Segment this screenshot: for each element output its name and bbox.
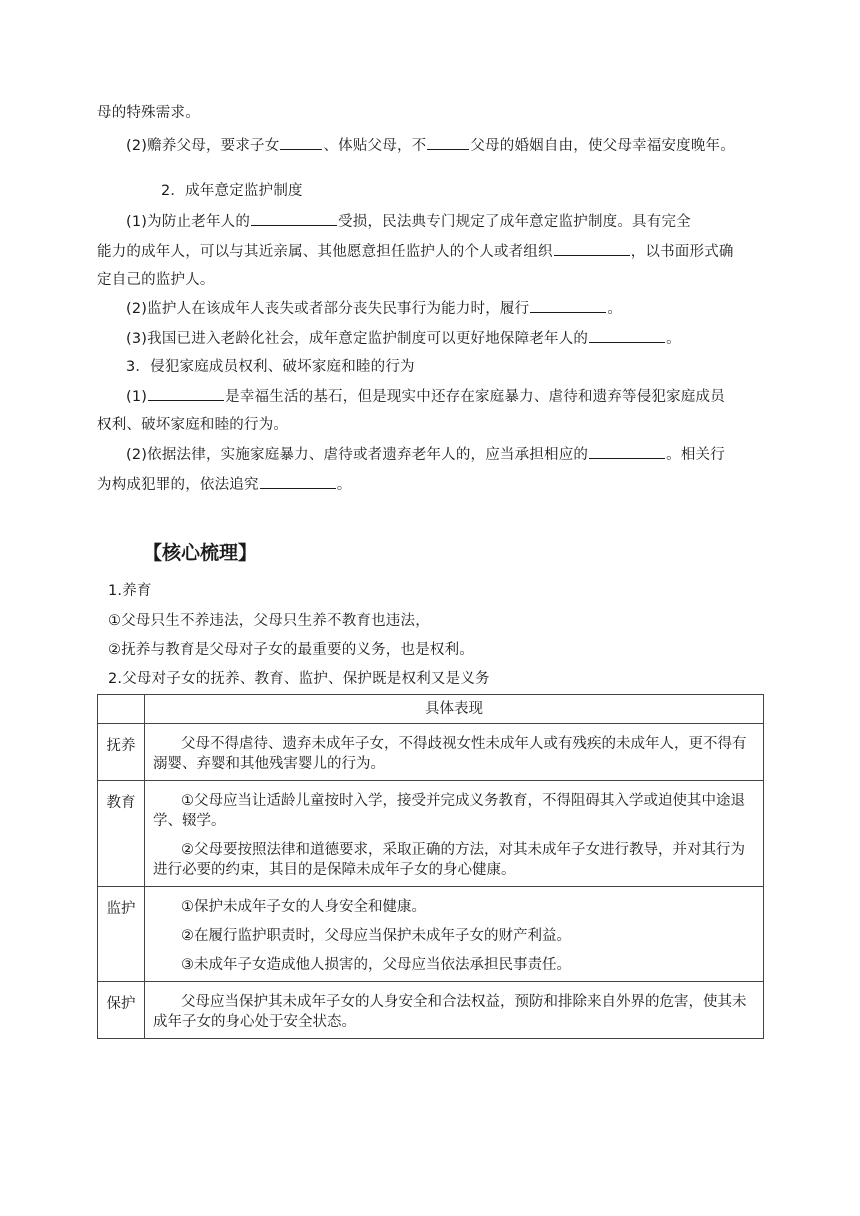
fill-blank[interactable] bbox=[589, 328, 665, 343]
row-content bbox=[145, 724, 764, 781]
table-row bbox=[98, 781, 764, 887]
paragraph-line: (2)监护人在该成年人丧失或者部分丧失民事行为能力时，履行 。 bbox=[126, 298, 622, 319]
row-paragraph: ③未成年子女造成他人损害的，父母应当依法承担民事责任。 bbox=[181, 957, 571, 973]
fill-blank[interactable] bbox=[554, 241, 630, 256]
fill-blank[interactable] bbox=[251, 211, 337, 226]
paragraph-line: 为构成犯罪的，依法追究 。 bbox=[97, 474, 351, 495]
row-content bbox=[145, 982, 764, 1039]
paragraph-line: (2)依据法律，实施家庭暴力、虐待或者遗弃老年人的，应当承担相应的 。相关行 bbox=[126, 444, 725, 465]
row-label: 监护 bbox=[98, 887, 145, 982]
paragraph-line: (1)为防止老年人的 受损，民法典专门规定了成年意定监护制度。具有完全 bbox=[126, 211, 691, 232]
paragraph-line: 母的特殊需求。 bbox=[97, 105, 200, 121]
table-header-cell: 具体表现 bbox=[145, 695, 764, 724]
subheading: 3．侵犯家庭成员权利、破坏家庭和睦的行为 bbox=[126, 359, 415, 375]
table-header-empty bbox=[98, 695, 145, 724]
paragraph-line: (3)我国已进入老龄化社会，成年意定监护制度可以更好地保障老年人的 。 bbox=[126, 328, 681, 349]
row-paragraph: ①父母应当让适龄儿童按时入学，接受并完成义务教育，不得阻碍其入学或迫使其中途退学、辍学。 bbox=[153, 793, 745, 829]
row-paragraph: 父母应当保护其未成年子女的人身安全和合法权益，预防和排除来自外界的危害，使其未成年子女的身心处于安全状态。 bbox=[153, 994, 747, 1030]
paragraph-line: 1.养育 bbox=[108, 583, 152, 599]
paragraph-line: 能力的成年人，可以与其近亲属、其他愿意担任监护人的个人或者组织 ，以书面形式确 bbox=[97, 241, 734, 262]
table-row bbox=[98, 724, 764, 781]
paragraph-line: ②抚养与教育是父母对子女的最重要的义务，也是权利。 bbox=[108, 642, 474, 658]
row-label: 教育 bbox=[98, 781, 145, 887]
fill-blank[interactable] bbox=[530, 298, 606, 313]
row-paragraph: ②在履行监护职责时，父母应当保护未成年子女的财产利益。 bbox=[181, 928, 571, 944]
paragraph-line: ①父母只生不养违法，父母只生养不教育也违法， bbox=[108, 613, 430, 629]
paragraph-line: 权利、破坏家庭和睦的行为。 bbox=[97, 417, 289, 433]
fill-blank[interactable] bbox=[260, 474, 336, 489]
table-row bbox=[98, 982, 764, 1039]
subheading: 2．成年意定监护制度 bbox=[161, 183, 303, 199]
row-label: 保护 bbox=[98, 982, 145, 1039]
fill-blank[interactable] bbox=[427, 135, 469, 150]
duties-table bbox=[97, 694, 764, 1039]
row-paragraph: 父母不得虐待、遗弃未成年子女，不得歧视女性未成年人或有残疾的未成年人，更不得有溺婴、弃婴和其他残害婴儿的行为。 bbox=[153, 736, 747, 772]
fill-blank[interactable] bbox=[280, 135, 322, 150]
paragraph-line: (2)赡养父母，要求子女 、体贴父母，不 父母的婚姻自由，使父母幸福安度晚年。 bbox=[126, 135, 735, 156]
paragraph-line: 定自己的监护人。 bbox=[97, 272, 215, 288]
fill-blank[interactable] bbox=[589, 444, 665, 459]
row-paragraph: ①保护未成年子女的人身安全和健康。 bbox=[181, 899, 426, 915]
paragraph-line: (1) 是幸福生活的基石，但是现实中还存在家庭暴力、虐待和遗弃等侵犯家庭成员 bbox=[126, 386, 725, 407]
paragraph-line: 2.父母对子女的抚养、教育、监护、保护既是权利又是义务 bbox=[108, 671, 490, 687]
row-label: 抚养 bbox=[98, 724, 145, 781]
fill-blank[interactable] bbox=[148, 386, 224, 401]
table-header-row bbox=[98, 695, 764, 724]
table-row bbox=[98, 887, 764, 982]
row-content bbox=[145, 887, 764, 982]
row-paragraph: ②父母要按照法律和道德要求，采取正确的方法，对其未成年子女进行教导，并对其行为进行必要的约束，其目的是保障未成年子女的身心健康。 bbox=[153, 842, 745, 878]
section-title: 【核心梳理】 bbox=[143, 542, 258, 564]
row-content bbox=[145, 781, 764, 887]
